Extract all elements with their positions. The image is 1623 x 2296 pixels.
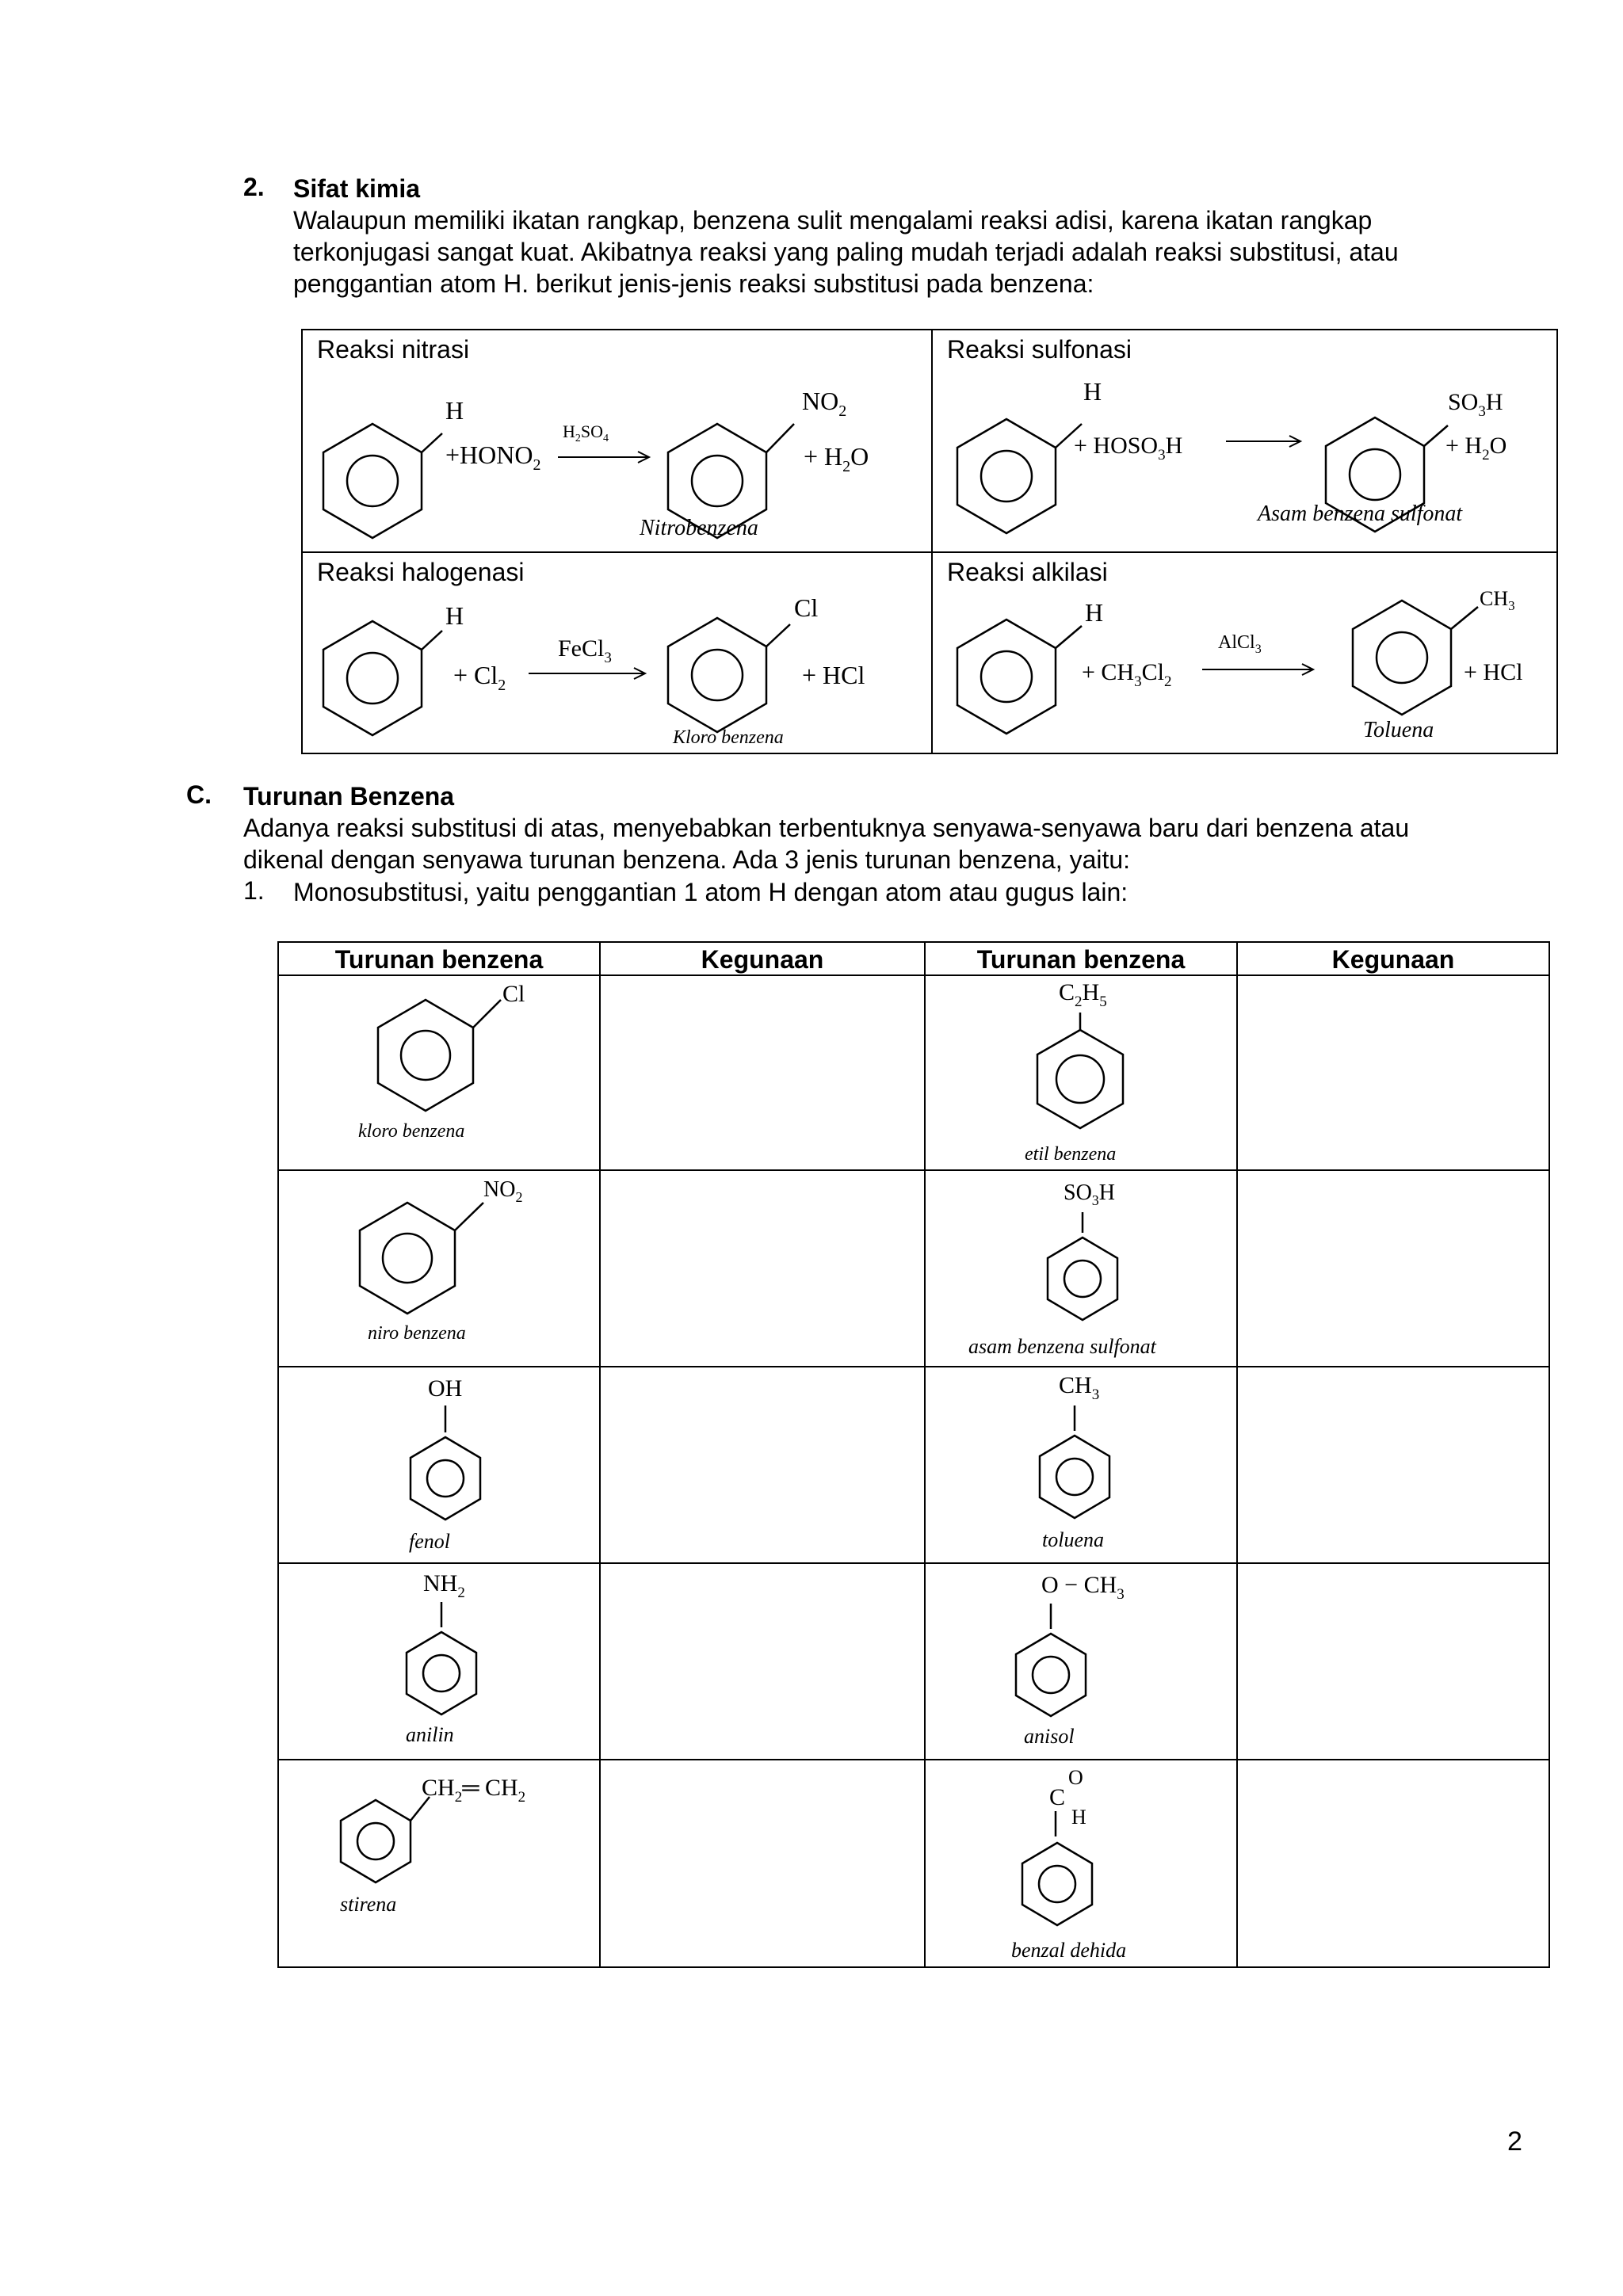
product-name: Asam benzena sulfonat [1258, 502, 1463, 526]
product-group-label: $NO_2$ [802, 387, 847, 420]
paragraph-line: penggantian atom H. berikut jenis-jenis reaksi substitusi pada benzena: [293, 269, 1094, 298]
table-row [279, 1367, 599, 1562]
derivatives-table [277, 941, 1550, 1968]
table-row [926, 1171, 1236, 1366]
table-divider [1236, 943, 1238, 1966]
group-label: C [1049, 1784, 1066, 1810]
group-label: $C_2H_5$ [1059, 979, 1107, 1010]
sulfonation-diagram [933, 330, 1559, 551]
compound-name: benzal dehida [1011, 1939, 1127, 1962]
group-label: O [1068, 1766, 1083, 1789]
group-label: $SO_3H$ [1064, 1180, 1116, 1208]
reaction-title: Reaksi nitrasi [317, 335, 470, 364]
reagent-label: + $Cl_2$ [453, 661, 506, 694]
compound-name: asam benzena sulfonat [968, 1335, 1156, 1358]
product-group-label: $CH_3$ [1480, 587, 1515, 613]
product-name: Kloro benzena [673, 727, 784, 748]
list-item-text: Monosubstitusi, yaitu penggantian 1 atom H dengan atom atau gugus lain: [293, 878, 1128, 906]
group-label: Cl [502, 981, 525, 1007]
group-label: $CH_2═$ $CH_2$ [422, 1775, 526, 1806]
byproduct-label: + HCl [802, 661, 865, 689]
table-row [279, 976, 599, 1169]
table-row [279, 1171, 599, 1366]
paragraph-line: Walaupun memiliki ikatan rangkap, benzena sulit mengalami reaksi adisi, karena ikatan rangkap [293, 206, 1373, 235]
reagent-label: + $HOSO_3H$ [1074, 433, 1183, 463]
table-row [926, 1564, 1236, 1759]
compound-name: etil benzena [1025, 1144, 1117, 1165]
section-letter: C. [186, 780, 212, 809]
reaction-title: Reaksi alkilasi [947, 558, 1108, 586]
catalyst-label: $H_2SO_4$ [563, 421, 609, 444]
compound-name: stirena [340, 1893, 397, 1916]
byproduct-label: + HCl [1464, 659, 1523, 685]
substituent-label: H [445, 601, 464, 630]
table-row [279, 1760, 599, 1968]
paragraph-line: dikenal dengan senyawa turunan benzena. Ada 3 jenis turunan benzena, yaitu: [243, 845, 1131, 874]
compound-name: anisol [1024, 1725, 1075, 1748]
column-header: Kegunaan [1331, 945, 1455, 974]
paragraph-line: Adanya reaksi substitusi di atas, menyebabkan terbentuknya senyawa-senyawa baru dari benzena atau [243, 814, 1410, 842]
substituent-label: H [445, 396, 464, 425]
compound-name: anilin [406, 1723, 454, 1746]
table-row [279, 1564, 599, 1759]
column-header: Kegunaan [701, 945, 824, 974]
table-row [926, 1760, 1236, 1968]
reaction-table [301, 329, 1558, 754]
reagent-label: + $CH_3Cl_2$ [1082, 659, 1172, 690]
group-label: OH [428, 1375, 463, 1402]
catalyst-label: FeCl$_3$ [558, 635, 612, 666]
compound-name: kloro benzena [358, 1121, 465, 1142]
compound-name: niro benzena [368, 1323, 466, 1344]
table-divider [599, 943, 601, 1966]
column-header: Turunan benzena [334, 945, 544, 974]
reagent-label: $+HONO_2$ [445, 441, 541, 474]
page-number: 2 [1507, 2126, 1522, 2157]
list-number: 1. [243, 876, 265, 905]
reaction-title: Reaksi halogenasi [317, 558, 525, 586]
reaction-cell-nitrasi [303, 330, 929, 551]
reaction-title: Reaksi sulfonasi [947, 335, 1132, 364]
nitration-diagram [303, 330, 929, 551]
product-group-label: $SO_3H$ [1448, 389, 1503, 420]
product-name: Nitrobenzena [640, 516, 758, 540]
byproduct-label: + $H_2O$ [804, 442, 869, 475]
reaction-cell-alkilasi [933, 553, 1559, 754]
section-heading: Sifat kimia [293, 174, 421, 203]
catalyst-label: AlCl$_3$ [1218, 632, 1262, 656]
halogenation-diagram [303, 553, 929, 754]
group-label: H [1071, 1806, 1086, 1829]
substituent-label: H [1085, 598, 1104, 627]
table-row [926, 1367, 1236, 1562]
compound-name: fenol [409, 1530, 450, 1553]
paragraph-line: terkonjugasi sangat kuat. Akibatnya reaksi yang paling mudah terjadi adalah reaksi substitusi, atau [293, 238, 1399, 266]
group-label: $NO_2$ [483, 1177, 523, 1205]
byproduct-label: + $H_2O$ [1445, 433, 1507, 463]
product-name: Toluena [1363, 718, 1434, 742]
column-header: Turunan benzena [976, 945, 1186, 974]
substituent-label: H [1083, 377, 1102, 406]
reaction-cell-halogenasi [303, 553, 929, 754]
group-label: $O - CH_3$ [1041, 1572, 1125, 1603]
group-label: $NH_2$ [423, 1570, 465, 1601]
alkylation-diagram [933, 553, 1559, 754]
section-number: 2. [243, 173, 265, 201]
product-group-label: Cl [794, 593, 819, 622]
section-heading: Turunan Benzena [243, 782, 455, 810]
table-row [926, 976, 1236, 1169]
group-label: $CH_3$ [1059, 1372, 1100, 1403]
reaction-cell-sulfonasi [933, 330, 1559, 551]
compound-name: toluena [1042, 1528, 1104, 1551]
